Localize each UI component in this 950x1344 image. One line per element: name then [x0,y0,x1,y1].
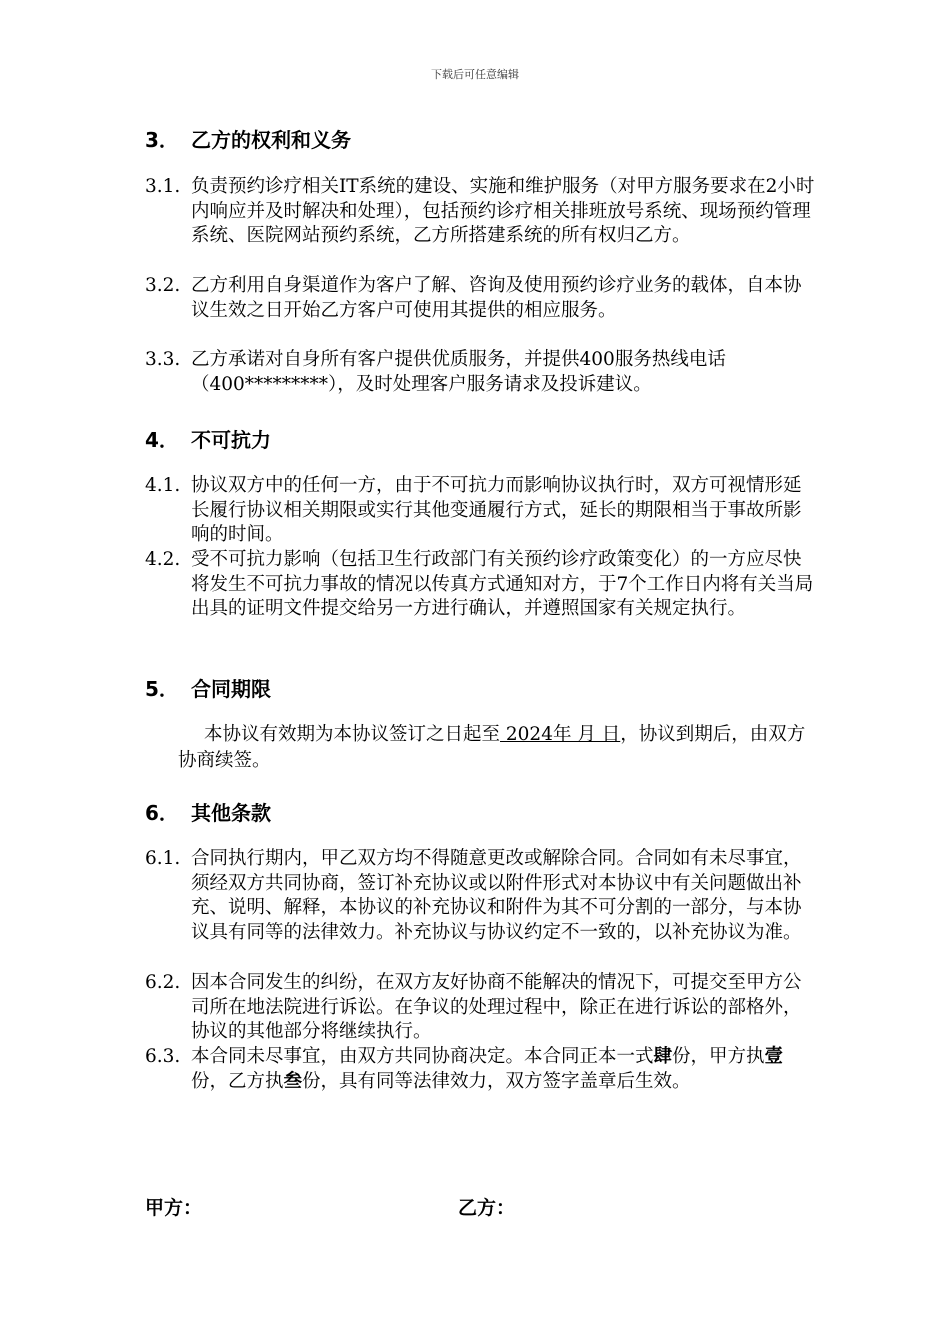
section-title-text: 合同期限 [191,677,271,701]
section-title-text: 乙方的权利和义务 [191,128,351,152]
copy-count-total: 肆 [653,1046,673,1067]
clause-text-b: 份，甲方执 [672,1046,765,1067]
copy-count-party-a: 壹 [764,1046,784,1067]
clause-text: 因本合同发生的纠纷，在双方友好协商不能解决的情况下，可提交至甲方公司所在地法院进行诉讼。在争议的处理过程中，除正在进行诉讼的部格外，协议的其他部分将继续执行。 [191,972,802,1043]
clause-text: 负责预约诊疗相关IT系统的建设、实施和维护服务（对甲方服务要求在2小时内响应并及时解决和处理），包括预约诊疗相关排班放号系统、现场预约管理系统、医院网站预约系统，乙方所搭建系统的所有权归乙方。 [191,176,815,247]
clause-text: 乙方利用自身渠道作为客户了解、咨询及使用预约诊疗业务的载体，自本协议生效之日开始乙方客户可使用其提供的相应服务。 [191,275,802,321]
clause-3-2 [145,274,815,323]
copy-count-party-b: 叁 [283,1070,303,1092]
section-title-5 [145,673,271,702]
clause-number: 3.1. [145,176,181,197]
term-date: 2024年 月 日 [500,724,621,745]
clause-number: 6.3. [145,1046,181,1067]
term-paragraph [178,722,818,774]
term-text-before: 本协议有效期为本协议签订之日起至 [204,724,501,745]
section-title-text: 其他条款 [191,801,271,825]
clause-number: 4.2. [145,549,181,570]
clause-number: 3.3. [145,349,181,370]
clause-text-c: 份，乙方执 [191,1070,284,1092]
section-title-4 [145,424,271,453]
clause-3-1 [145,175,815,249]
clause-6-2 [145,971,815,1045]
clause-number: 3.2. [145,275,181,296]
term-text-after: ，协议到期后，由双方协商续签。 [178,724,806,771]
section-number: 4． [145,428,179,452]
party-b-signature-label: 乙方： [458,1197,516,1219]
section-title-3 [145,124,351,153]
section-number: 5． [145,677,179,701]
clause-text [191,1045,815,1094]
section-number: 6． [145,801,179,825]
section-title-text: 不可抗力 [191,428,271,452]
section-title-6 [145,797,271,826]
clause-text: 受不可抗力影响（包括卫生行政部门有关预约诊疗政策变化）的一方应尽快将发生不可抗力事故的情况以传真方式通知对方，于7个工作日内将有关当局出具的证明文件提交给另一方进行确认，并遵照国家有关规定执行。 [191,549,814,620]
clause-number: 6.1. [145,848,181,869]
clause-text: 协议双方中的任何一方，由于不可抗力而影响协议执行时，双方可视情形延长履行协议相关期限或实行其他变通履行方式，延长的期限相当于事故所影响的时间。 [191,475,802,546]
clause-6-3 [145,1045,815,1094]
clause-6-1 [145,847,815,945]
clause-4-1 [145,474,815,548]
clause-text: 合同执行期内，甲乙双方均不得随意更改或解除合同。合同如有未尽事宜，须经双方共同协商，签订补充协议或以附件形式对本协议中有关问题做出补充、说明、解释，本协议的补充协议和附件为其不可分割的一部分，与本协议具有同等的法律效力。补充协议与协议约定不一致的，以补充协议为准。 [191,848,802,943]
clause-text: 乙方承诺对自身所有客户提供优质服务，并提供400服务热线电话（400*********），及时处理客户服务请求及投诉建议。 [191,349,726,395]
clause-text-d: 份，具有同等法律效力，双方签字盖章后生效。 [302,1070,691,1092]
page-header: 下载后可任意编辑 [431,68,519,81]
clause-text-a: 本合同未尽事宜，由双方共同协商决定。本合同正本一式 [191,1046,654,1067]
clause-number: 4.1. [145,475,181,496]
clause-3-3 [145,348,815,397]
party-a-signature-label: 甲方： [145,1197,203,1219]
section-number: 3． [145,128,179,152]
clause-4-2 [145,548,815,622]
clause-number: 6.2. [145,972,181,993]
